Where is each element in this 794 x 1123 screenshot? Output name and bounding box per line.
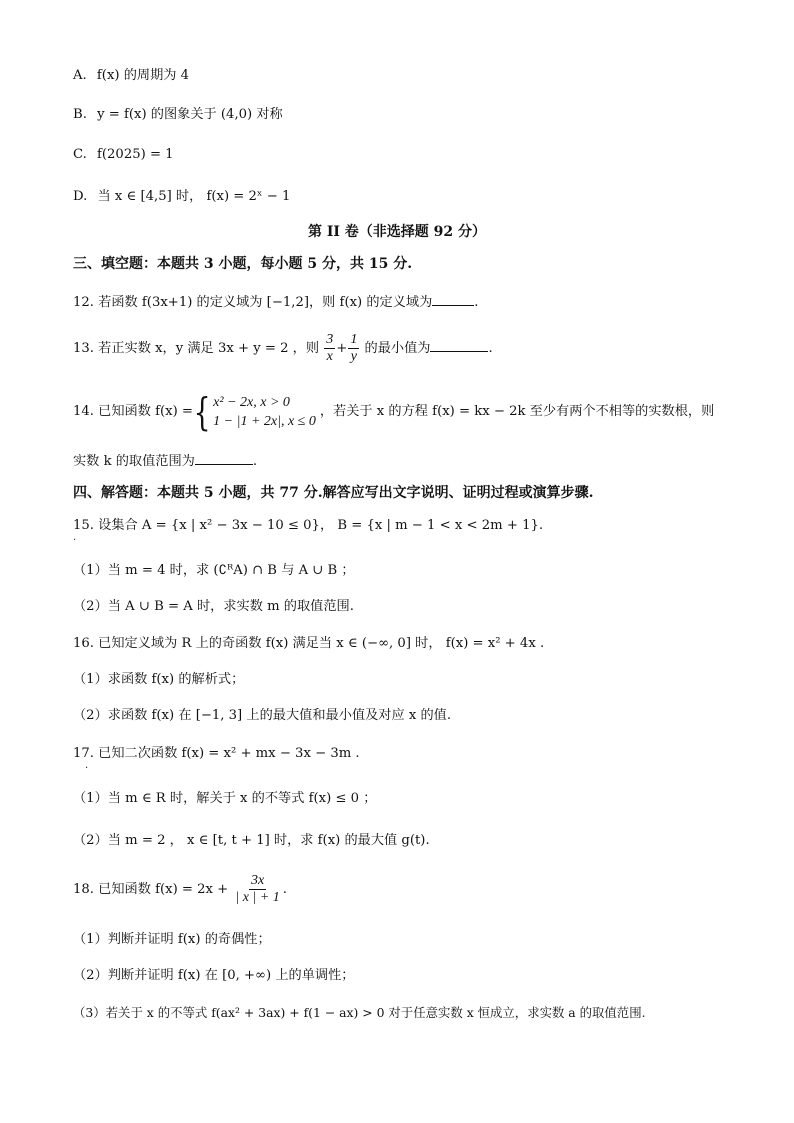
- fraction-1-over-y: [348, 332, 359, 365]
- case-2: 1 − |1 + 2x|, x ≤ 0: [213, 414, 316, 429]
- option-a-label: A.: [73, 68, 87, 83]
- question-14-continued: 实数 k 的取值范围为 .: [73, 454, 258, 469]
- margin-dot: .: [85, 760, 89, 771]
- option-c-label: C.: [73, 147, 87, 162]
- question-15: 15. 设集合 A = {x | x² − 3x − 10 ≤ 0}， B = {x | m − 1 < x < 2m + 1}.: [73, 518, 544, 533]
- question-15-part-2: （2）当 A ∪ B = A 时，求实数 m 的取值范围.: [73, 599, 354, 614]
- question-15-part-1: （1）当 m = 4 时，求 (∁ᴿA) ∩ B 与 A ∪ B ；: [73, 563, 355, 578]
- option-a: [73, 67, 189, 85]
- question-18-part-2: （2）判断并证明 f(x) 在 [0, +∞) 上的单调性；: [73, 968, 355, 983]
- option-a-text: f(x) 的周期为 4: [96, 68, 190, 83]
- section4-heading: 四、解答题：本题共 5 小题，共 77 分.解答应写出文字说明、证明过程或演算步骤.: [73, 485, 594, 501]
- section3-heading: 三、填空题：本题共 3 小题，每小题 5 分，共 15 分.: [73, 256, 413, 272]
- piecewise-cases: [213, 393, 316, 431]
- question-14: [73, 390, 715, 435]
- question-12-text: 12. 若函数 f(3x+1) 的定义域为 [−1,2]，则 f(x) 的定义域为: [73, 295, 433, 310]
- fraction-3x-over-abs: [233, 873, 281, 906]
- piecewise-function: [73, 390, 715, 434]
- option-b: [73, 106, 283, 124]
- question-18-tail: .: [282, 882, 287, 897]
- case-1: x² − 2x, x > 0: [213, 395, 290, 410]
- option-c-text: f(2025) = 1: [97, 147, 174, 162]
- volume-title: 第 II 卷（非选择题 92 分）: [307, 224, 487, 240]
- question-17: 17. 已知二次函数 f(x) = x² + mx − 3x − 3m .: [73, 746, 360, 761]
- answer-blank-12: [432, 293, 474, 306]
- option-b-label: B.: [73, 107, 87, 122]
- question-17-part-2: （2）当 m = 2 ， x ∈ [t, t + 1] 时，求 f(x) 的最大值 g(t).: [73, 833, 430, 848]
- fraction-denominator: x: [326, 349, 333, 364]
- option-b-text: y = f(x) 的图象关于 (4,0) 对称: [97, 107, 283, 122]
- answer-blank-14: [195, 452, 253, 465]
- question-13: 13. 若正实数 x，y 满足 3x + y = 2 ，则 $\frac{3}{x}$ + $\frac{1}{y}$ 的最小值为 .: [73, 332, 493, 364]
- question-13-tail: 的最小值为: [364, 341, 431, 356]
- answer-blank-13: [430, 339, 488, 352]
- fraction-denominator: y: [350, 349, 357, 364]
- question-18-part-1: （1）判断并证明 f(x) 的奇偶性；: [73, 932, 271, 947]
- fraction-3-over-x: [324, 332, 335, 365]
- question-14-text: 14. 已知函数 f(x) =: [73, 404, 193, 419]
- option-d-text: 当 x ∈ [4,5] 时， f(x) = 2ˣ − 1: [97, 189, 291, 204]
- question-16: 16. 已知定义域为 R 上的奇函数 f(x) 满足当 x ∈ (−∞, 0] 时， f(x) = x² + 4x .: [73, 636, 545, 651]
- fraction-denominator: | x | + 1: [235, 890, 280, 905]
- margin-dot: .: [73, 532, 77, 543]
- left-brace-icon: {: [193, 390, 211, 434]
- fraction-numerator: 3: [326, 332, 334, 347]
- question-16-part-1: （1）求函数 f(x) 的解析式；: [73, 672, 245, 687]
- fraction-numerator: 1: [350, 332, 358, 347]
- question-14-tail: ，若关于 x 的方程 f(x) = kx − 2k 至少有两个不相等的实数根，则: [319, 404, 715, 419]
- question-18: [73, 872, 287, 908]
- question-17-part-1: （1）当 m ∈ R 时，解关于 x 的不等式 f(x) ≤ 0 ；: [73, 791, 377, 806]
- option-c: [73, 146, 174, 164]
- option-d-label: D.: [73, 189, 88, 204]
- option-d: [73, 188, 290, 206]
- plus-sign: +: [336, 341, 348, 356]
- question-14-cont-text: 实数 k 的取值范围为: [73, 454, 195, 469]
- question-18-part-3: （3）若关于 x 的不等式 f(ax² + 3ax) + f(1 − ax) > 0 对于任意实数 x 恒成立，求实数 a 的取值范围.: [73, 1005, 646, 1020]
- fraction-numerator: 3x: [250, 873, 265, 888]
- question-16-part-2: （2）求函数 f(x) 在 [−1, 3] 上的最大值和最小值及对应 x 的值.: [73, 708, 452, 723]
- question-12: 12. 若函数 f(3x+1) 的定义域为 [−1,2]，则 f(x) 的定义域为 .: [73, 295, 479, 310]
- question-18-text: 18. 已知函数 f(x) = 2x +: [73, 882, 229, 897]
- question-13-text: 13. 若正实数 x，y 满足 3x + y = 2 ，则: [73, 341, 320, 356]
